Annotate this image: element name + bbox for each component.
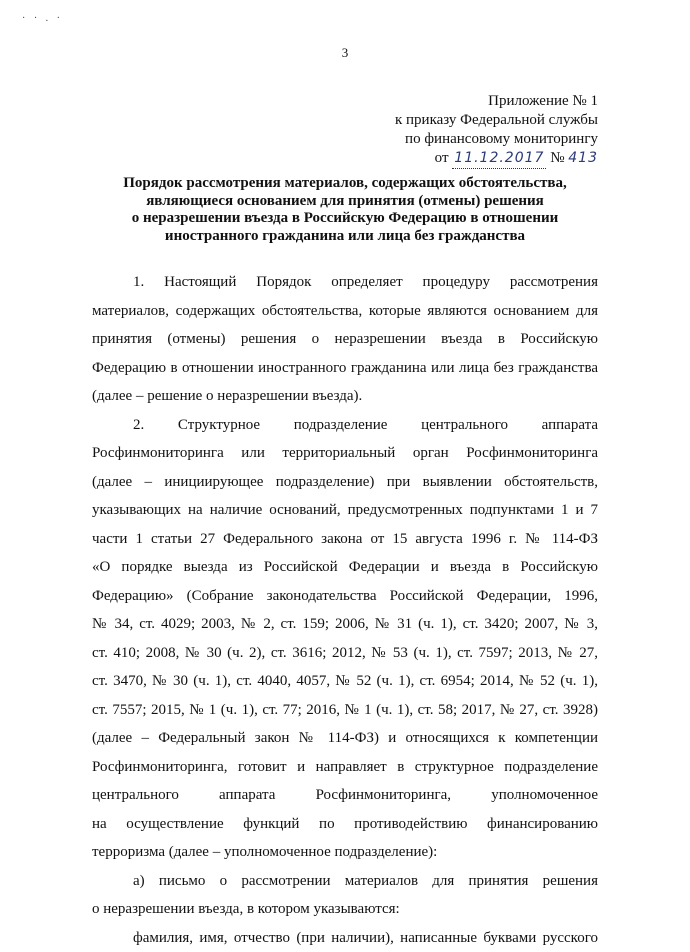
body-line: части 1 статьи 27 Федерального закона от 15 августа 1996 г. № 114-ФЗ (92, 525, 598, 554)
body-line: материалов, содержащих обстоятельства, которые являются основанием для (92, 297, 598, 326)
body-line: центрального аппарата Росфинмониторинга, уполномоченное (92, 781, 598, 810)
subitem-a-detail (92, 924, 598, 952)
document-body (92, 268, 598, 952)
paragraph-2 (92, 411, 598, 867)
body-line: о неразрешении въезда, в котором указываются: (92, 895, 598, 924)
body-line: № 34, ст. 4029; 2003, № 2, ст. 159; 2006, № 31 (ч. 1), ст. 3420; 2007, № 3, (92, 610, 598, 639)
number-prefix: № (550, 150, 564, 166)
body-line: Росфинмониторинга или территориальный орган Росфинмониторинга (92, 439, 598, 468)
paragraph-1 (92, 268, 598, 411)
page-number: 3 (0, 45, 690, 61)
body-line: 1. Настоящий Порядок определяет процедуру рассмотрения (92, 268, 598, 297)
date-prefix: от (435, 150, 449, 166)
title-line: о неразрешении въезда в Российскую Федерацию в отношении (92, 210, 598, 228)
body-line: фамилия, имя, отчество (при наличии), написанные буквами русского (92, 924, 598, 952)
body-line: на осуществление функций по противодействию финансированию (92, 810, 598, 839)
body-line: Федерацию» (Собрание законодательства Российской Федерации, 1996, (92, 582, 598, 611)
handwritten-date: 11.12.2017 (452, 149, 546, 169)
appendix-title: Приложение № 1 (395, 92, 598, 111)
body-line: (далее – инициирующее подразделение) при выявлении обстоятельств, (92, 468, 598, 497)
body-line: терроризма (далее – уполномоченное подразделение): (92, 838, 598, 867)
body-line: указывающих на наличие оснований, предусмотренных подпунктами 1 и 7 (92, 496, 598, 525)
corner-marks: · · . · (22, 13, 63, 24)
subitem-a (92, 867, 598, 924)
body-line: 2. Структурное подразделение центрального аппарата (92, 411, 598, 440)
body-line: Росфинмониторинга, готовит и направляет в структурное подразделение (92, 753, 598, 782)
appendix-agency: по финансовому мониторингу (395, 130, 598, 149)
body-line: Федерацию в отношении иностранного гражданина или лица без гражданства (92, 354, 598, 383)
title-line: Порядок рассмотрения материалов, содержащих обстоятельства, (92, 175, 598, 193)
body-line: ст. 3470, № 30 (ч. 1), ст. 4040, 4057, № 52 (ч. 1), ст. 6954; 2014, № 52 (ч. 1), (92, 667, 598, 696)
title-line: иностранного гражданина или лица без гражданства (92, 228, 598, 246)
body-line: принятия (отмены) решения о неразрешении въезда в Российскую (92, 325, 598, 354)
body-line: (далее – Федеральный закон № 114-ФЗ) и относящихся к компетенции (92, 724, 598, 753)
body-line: а) письмо о рассмотрении материалов для принятия решения (92, 867, 598, 896)
body-line: ст. 410; 2008, № 30 (ч. 2), ст. 3616; 2012, № 53 (ч. 1), ст. 7597; 2013, № 27, (92, 639, 598, 668)
document-title (92, 175, 598, 245)
handwritten-number: 413 (568, 150, 598, 166)
body-line: (далее – решение о неразрешении въезда). (92, 382, 598, 411)
appendix-header (395, 92, 598, 169)
body-line: ст. 7557; 2015, № 1 (ч. 1), ст. 77; 2016, № 1 (ч. 1), ст. 58; 2017, № 27, ст. 3928) (92, 696, 598, 725)
appendix-order-ref: к приказу Федеральной службы (395, 111, 598, 130)
appendix-date-line (395, 149, 598, 169)
body-line: «О порядке выезда из Российской Федерации и въезда в Российскую (92, 553, 598, 582)
title-line: являющиеся основанием для принятия (отмены) решения (92, 193, 598, 211)
